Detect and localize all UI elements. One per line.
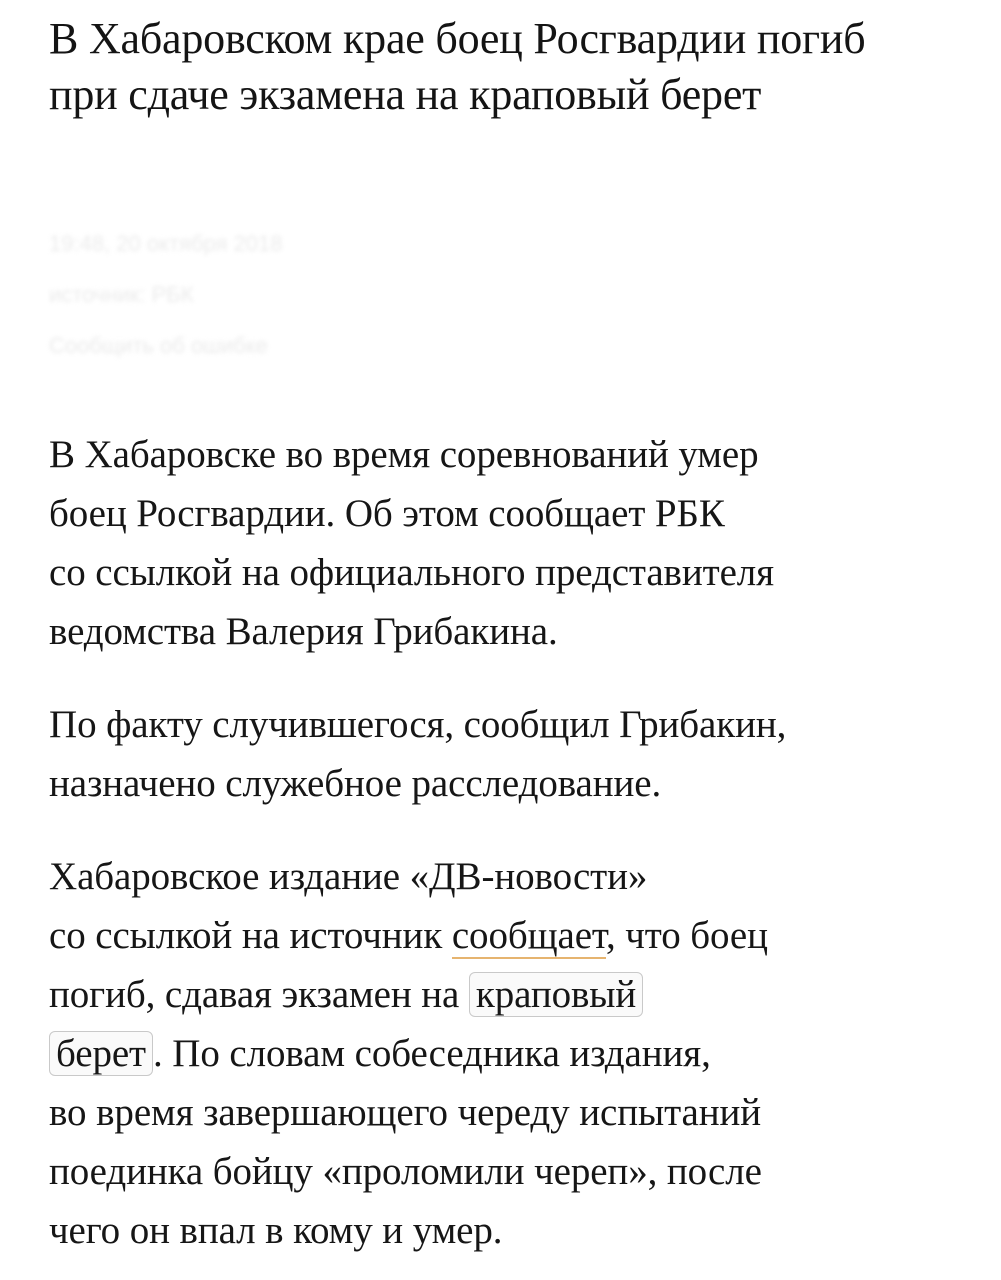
article-headline: В Хабаровском крае боец Росгвардии погиб при сдаче экзамена на краповый берет bbox=[49, 14, 866, 119]
source-link[interactable]: сообщает bbox=[451, 914, 606, 957]
paragraph-1 bbox=[49, 425, 949, 661]
paragraph-line: По факту случившегося, сообщил Грибакин, bbox=[49, 703, 787, 746]
article-source: источник: РБК bbox=[49, 282, 194, 307]
paragraph-line: ведомства Валерия Грибакина. bbox=[49, 610, 558, 653]
paragraph-line: Хабаровское издание «ДВ-новости» bbox=[49, 855, 648, 898]
tag-link-beret[interactable]: берет bbox=[49, 1031, 153, 1076]
paragraph-line: боец Росгвардии. Об этом сообщает РБК bbox=[49, 492, 725, 535]
paragraph-line: назначено служебное расследование. bbox=[49, 762, 662, 805]
text-fragment: , что боец bbox=[605, 914, 768, 957]
paragraph-line: поединка бойцу «проломили череп», после bbox=[49, 1150, 762, 1193]
article-date: 19:48, 20 октября 2018 bbox=[49, 231, 283, 256]
paragraph-3 bbox=[49, 847, 949, 1260]
article-report-error[interactable]: Сообщить об ошибке bbox=[49, 333, 268, 358]
paragraph-2 bbox=[49, 695, 949, 813]
tag-link-krapoviy[interactable]: краповый bbox=[469, 972, 643, 1017]
paragraph-line bbox=[49, 906, 949, 965]
paragraph-line: чего он впал в кому и умер. bbox=[49, 1209, 503, 1252]
paragraph-line bbox=[49, 965, 949, 1024]
paragraph-line: со ссылкой на официального представителя bbox=[49, 551, 774, 594]
text-fragment: со ссылкой на источник bbox=[49, 914, 452, 957]
paragraph-line: В Хабаровске во время соревнований умер bbox=[49, 433, 759, 476]
paragraph-line bbox=[49, 1024, 949, 1083]
text-fragment: . По словам собеседника издания, bbox=[153, 1032, 711, 1075]
text-fragment: погиб, сдавая экзамен на bbox=[49, 973, 469, 1016]
article-meta bbox=[49, 218, 549, 371]
paragraph-line: во время завершающего череду испытаний bbox=[49, 1091, 762, 1134]
article-body bbox=[49, 425, 949, 1260]
